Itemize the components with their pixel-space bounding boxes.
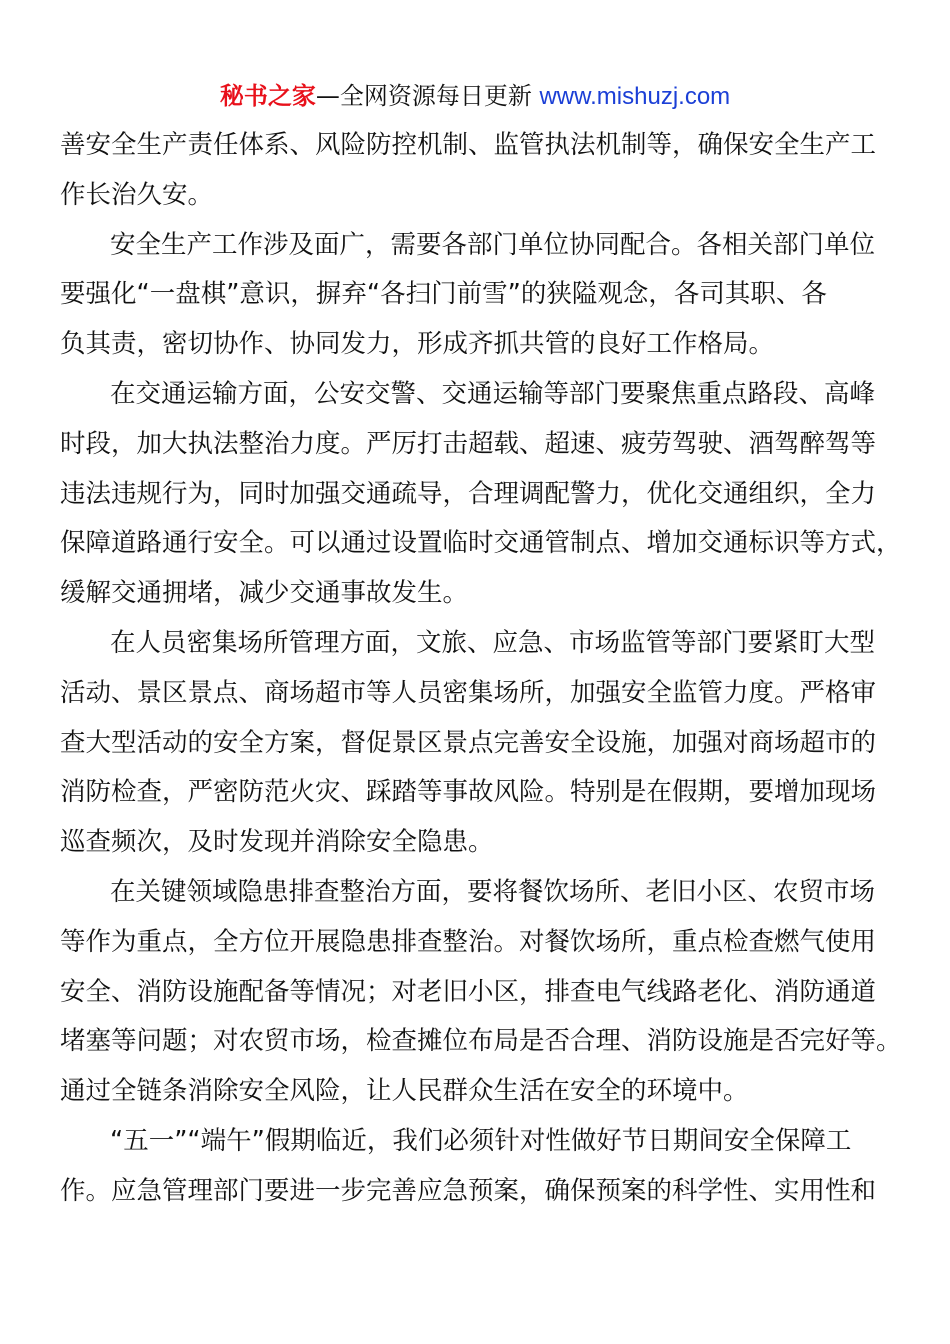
text-line: 查大型活动的安全方案，督促景区景点完善安全设施，加强对商场超市的 [60, 727, 877, 758]
document-body [60, 121, 902, 1217]
text-line: 作长治久安。 [60, 179, 214, 210]
text-line: 通过全链条消除安全风险，让人民群众生活在安全的环境中。 [60, 1076, 749, 1107]
text-line: 堵塞等问题；对农贸市场，检查摊位布局是否合理、消防设施是否完好等。 [60, 1026, 902, 1057]
paragraph-start-line: 在人员密集场所管理方面，文旅、应急、市场监管等部门要紧盯大型 [110, 627, 876, 658]
text-line: 违法违规行为，同时加强交通疏导，合理调配警力，优化交通组织，全力 [60, 478, 877, 509]
text-line: 时段，加大执法整治力度。严厉打击超载、超速、疲劳驾驶、酒驾醉驾等 [60, 428, 877, 459]
text-line: 善安全生产责任体系、风险防控机制、监管执法机制等，确保安全生产工 [60, 130, 877, 160]
text-line: 负其责，密切协作、协同发力，形成齐抓共管的良好工作格局。 [60, 329, 775, 360]
text-line: 巡查频次，及时发现并消除安全隐患。 [60, 827, 494, 858]
text-line: 保障道路通行安全。可以通过设置临时交通管制点、增加交通标识等方式， [60, 528, 902, 559]
paragraph-start-line: “五一”“端午”假期临近，我们必须针对性做好节日期间安全保障工 [110, 1125, 852, 1156]
text-line: 缓解交通拥堵，减少交通事故发生。 [60, 578, 469, 609]
paragraph-start-line: 在关键领域隐患排查整治方面，要将餐饮场所、老旧小区、农贸市场 [110, 876, 876, 907]
text-line: 要强化“一盘棋”意识，摒弃“各扫门前雪”的狭隘观念，各司其职、各 [60, 279, 827, 310]
site-tagline: —全网资源每日更新 [315, 82, 540, 110]
site-header [0, 80, 950, 113]
text-line: 等作为重点，全方位开展隐患排查整治。对餐饮场所，重点检查燃气使用 [60, 926, 877, 957]
site-brand: 秘书之家 [219, 82, 316, 110]
paragraph-start-line: 安全生产工作涉及面广，需要各部门单位协同配合。各相关部门单位 [110, 229, 876, 260]
text-line: 消防检查，严密防范火灾、踩踏等事故风险。特别是在假期，要增加现场 [60, 777, 877, 808]
text-line: 作。应急管理部门要进一步完善应急预案，确保预案的科学性、实用性和 [60, 1175, 877, 1206]
paragraph-start-line: 在交通运输方面，公安交警、交通运输等部门要聚焦重点路段、高峰 [110, 378, 876, 409]
site-url-link[interactable]: www.mishuzj.com [539, 83, 731, 110]
text-line: 活动、景区景点、商场超市等人员密集场所，加强安全监管力度。严格审 [60, 677, 877, 708]
text-line: 安全、消防设施配备等情况；对老旧小区，排查电气线路老化、消防通道 [60, 976, 877, 1007]
